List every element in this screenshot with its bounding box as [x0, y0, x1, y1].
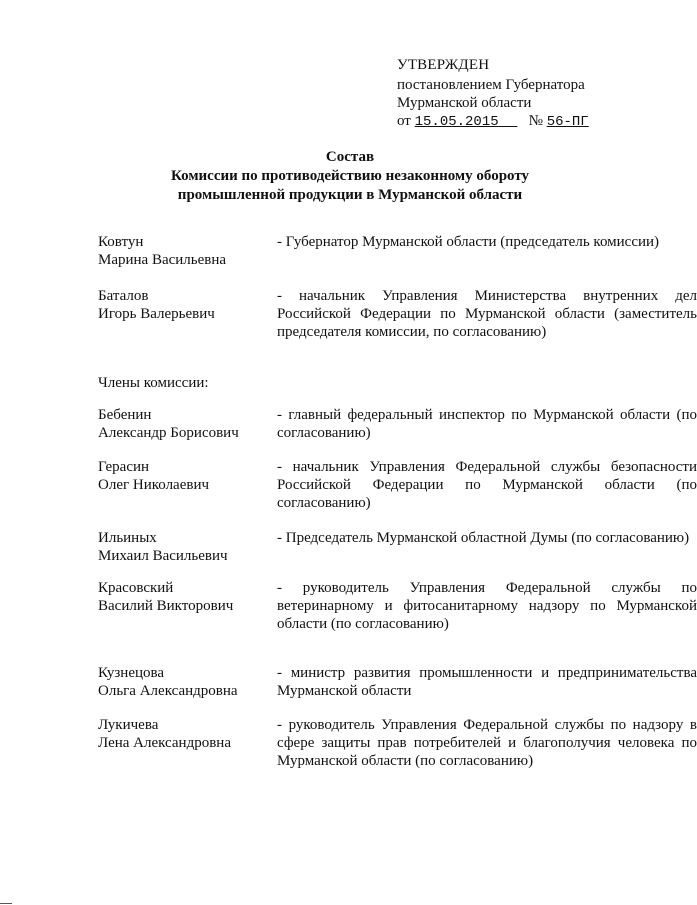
members-heading: Члены комиссии:	[98, 375, 209, 391]
member-name	[98, 579, 273, 615]
member-name	[98, 716, 273, 752]
member-given-names: Лена Александровна	[98, 735, 231, 751]
member-surname: Герасин	[98, 459, 150, 475]
member-surname: Ильиных	[98, 530, 157, 546]
member-given-names: Александр Борисович	[98, 425, 239, 441]
member-role: - Губернатор Мурманской области (председатель комиссии)	[277, 234, 660, 250]
title-line-2: Комиссии по противодействию незаконному обороту	[170, 168, 530, 184]
approval-date: 15.05.2015	[414, 114, 499, 130]
approval-stamp	[397, 56, 589, 131]
approval-date-line	[397, 112, 589, 131]
member-given-names: Михаил Васильевич	[98, 548, 228, 564]
member-name	[98, 529, 273, 565]
member-given-names: Ольга Александровна	[98, 683, 238, 699]
title-line-1: Состав	[325, 149, 375, 165]
member-name	[98, 233, 273, 269]
member-given-names: Василий Викторович	[98, 598, 234, 614]
member-role: - главный федеральный инспектор по Мурманской области (по согласованию)	[277, 407, 697, 441]
member-given-names: Марина Васильевна	[98, 252, 227, 268]
member-name	[98, 287, 273, 323]
member-name	[98, 458, 273, 494]
member-role: - Председатель Мурманской областной Думы (по согласованию)	[277, 530, 690, 546]
number-prefix: №	[528, 113, 543, 129]
member-name	[98, 664, 273, 700]
document-title	[60, 148, 640, 205]
page-edge-mark	[0, 903, 12, 904]
member-given-names: Игорь Валерьевич	[98, 306, 215, 322]
member-role: - руководитель Управления Федеральной службы по ветеринарному и фитосанитарному надзору по Мурманской области (по согласованию)	[277, 580, 697, 632]
member-role: - руководитель Управления Федеральной службы по надзору в сфере защиты прав потребителей и благополучия человека по Мурманской области (по согласованию)	[277, 717, 697, 769]
member-name	[98, 406, 273, 442]
member-role: - начальник Управления Министерства внутренних дел Российской Федерации по Мурманской области (заместитель председателя комиссии, по согласованию)	[277, 288, 697, 340]
member-role: - начальник Управления Федеральной службы безопасности Российской Федерации по Мурманской области (по согласованию)	[277, 459, 697, 511]
member-surname: Бебенин	[98, 407, 152, 423]
approval-line-1: постановлением Губернатора	[397, 77, 585, 93]
approval-number: 56-ПГ	[546, 114, 589, 130]
member-surname: Кузнецова	[98, 665, 165, 681]
from-prefix: от	[397, 113, 411, 129]
approval-line-2: Мурманской области	[397, 95, 532, 111]
member-surname: Ковтун	[98, 234, 144, 250]
approved-heading: УТВЕРЖДЕН	[397, 57, 490, 73]
title-line-3: промышленной продукции в Мурманской области	[177, 187, 523, 203]
member-surname: Красовский	[98, 580, 174, 596]
member-surname: Баталов	[98, 288, 149, 304]
member-given-names: Олег Николаевич	[98, 477, 210, 493]
member-surname: Лукичева	[98, 717, 159, 733]
member-role: - министр развития промышленности и предпринимательства Мурманской области	[277, 665, 697, 699]
